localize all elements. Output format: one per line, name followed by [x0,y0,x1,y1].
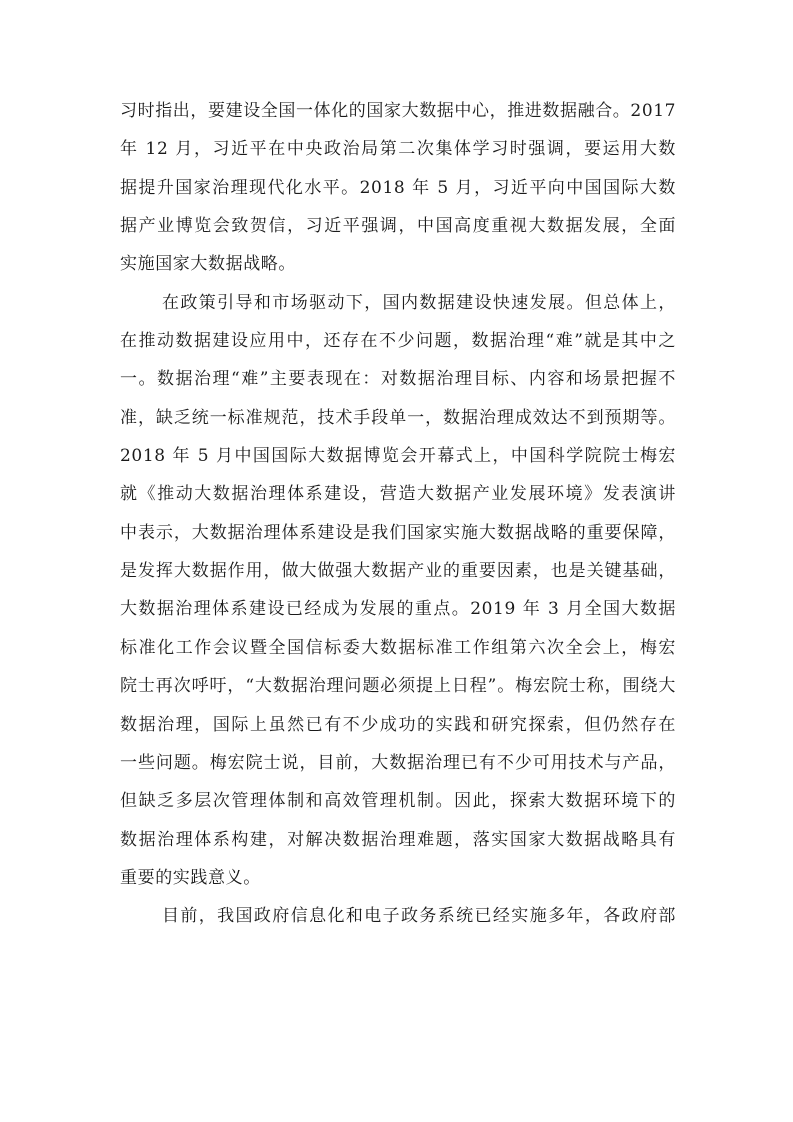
text-line: 在政策引导和市场驱动下，国内数据建设快速发展。但总体上， [162,292,676,313]
text-line: 习时指出，要建设全国一体化的国家大数据中心，推进数据融合。2017 [120,101,677,121]
text-line: 院士再次呼吁，“大数据治理问题必须提上日程”。梅宏院士称，围绕大 [120,676,676,697]
text-line: 数据治理体系构建，对解决数据治理难题，落实国家大数据战略具有 [120,829,676,850]
text-line: 数据治理，国际上虽然已有不少成功的实践和研究探索，但仍然存在 [120,714,676,735]
body-text [120,92,676,936]
text-line: 就《推动大数据治理体系建设，营造大数据产业发展环境》发表演讲 [120,484,676,505]
text-line: 年 12 月，习近平在中央政治局第二次集体学习时强调，要运用大数 [120,139,676,160]
text-line: 大数据治理体系建设已经成为发展的重点。2019 年 3 月全国大数据 [120,599,676,620]
text-line: 据产业博览会致贺信，习近平强调，中国高度重视大数据发展，全面 [120,216,676,237]
text-line: 一。数据治理“难”主要表现在：对数据治理目标、内容和场景把握不 [120,369,676,390]
paragraph [120,897,676,935]
text-line: 是发挥大数据作用，做大做强大数据产业的重要因素，也是关键基础， [120,561,676,582]
text-line: 据提升国家治理现代化水平。2018 年 5 月，习近平向中国国际大数 [120,177,676,198]
text-line: 准，缺乏统一标准规范，技术手段单一，数据治理成效达不到预期等。 [120,407,676,428]
paragraph [120,92,676,284]
text-line: 中表示，大数据治理体系建设是我们国家实施大数据战略的重要保障， [120,522,676,543]
text-line: 标准化工作会议暨全国信标委大数据标准工作组第六次全会上，梅宏 [120,637,676,658]
text-line: 重要的实践意义。 [120,867,261,888]
text-line: 但缺乏多层次管理体制和高效管理机制。因此，探索大数据环境下的 [120,791,676,812]
text-line: 实施国家大数据战略。 [120,254,296,275]
paragraph [120,284,676,898]
text-line: 在推动数据建设应用中，还存在不少问题，数据治理“难”就是其中之 [120,331,676,352]
text-line: 一些问题。梅宏院士说，目前，大数据治理已有不少可用技术与产品， [120,752,676,773]
text-line: 2018 年 5 月中国国际大数据博览会开幕式上，中国科学院院士梅宏 [120,446,676,467]
text-line: 目前，我国政府信息化和电子政务系统已经实施多年，各政府部 [162,906,676,927]
